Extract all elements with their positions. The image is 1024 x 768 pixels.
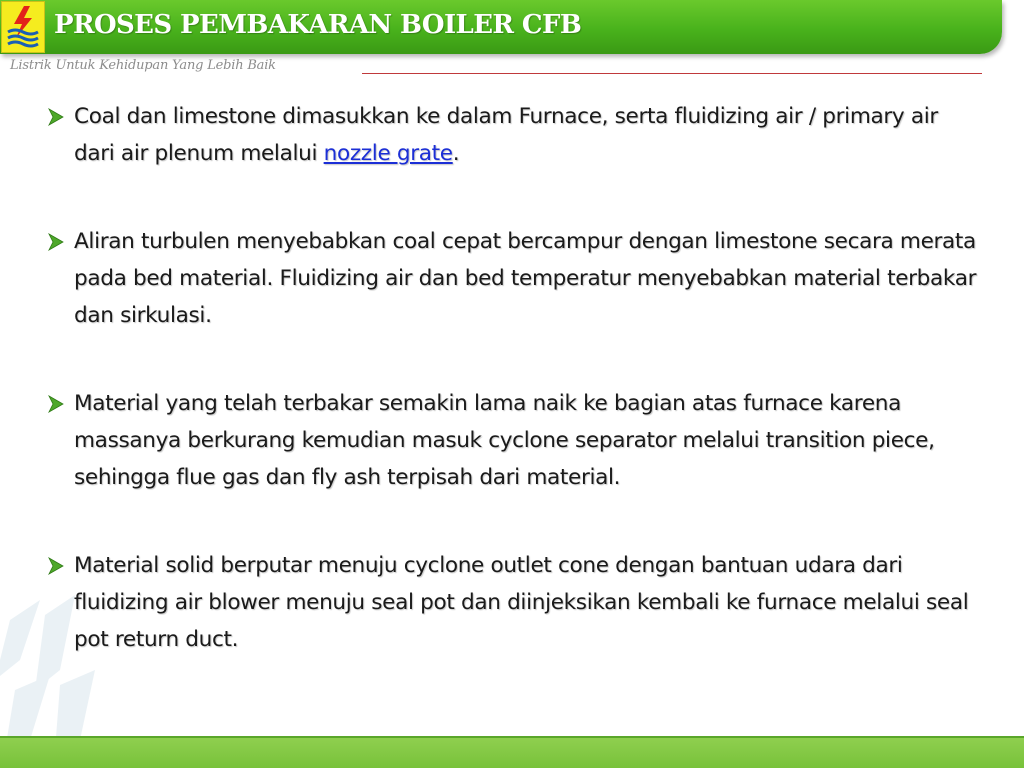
arrowhead-bullet-icon [46,394,66,414]
nozzle-grate-link[interactable]: nozzle grate [323,141,453,166]
bullet-text-4: Material solid berputar menuju cyclone outlet cone dengan bantuan udara dari fluidizing air blower menuju seal pot dan diinjeksikan kembali ke furnace melalui seal pot return duct. [74,553,969,652]
arrowhead-bullet-icon [46,107,66,127]
bullet-text-1b: . [452,141,460,166]
slide-title: PROSES PEMBAKARAN BOILER CFB [54,10,582,40]
header-divider [362,73,982,74]
bullet-text-3: Material yang telah terbakar semakin lama naik ke bagian atas furnace karena massanya berkurang kemudian masuk cyclone separator melalui transition piece, sehingga flue gas dan fly ash terpisah dari material. [74,391,935,490]
bullet-item-2 [44,223,979,334]
bullet-item-1 [44,98,979,172]
arrowhead-bullet-icon [46,556,66,576]
footer-bar [0,736,1024,768]
company-tagline: Listrik Untuk Kehidupan Yang Lebih Baik [10,58,276,73]
bullet-item-3 [44,385,979,496]
pln-logo [1,1,45,53]
bullet-text-1a: Coal dan limestone dimasukkan ke dalam Furnace, serta fluidizing air / primary air dari air plenum melalui [74,104,938,166]
arrowhead-bullet-icon [46,232,66,252]
title-bar [0,0,1002,54]
bullet-list [44,98,979,658]
bullet-text-2: Aliran turbulen menyebabkan coal cepat bercampur dengan limestone secara merata pada bed material. Fluidizing air dan bed temperatur menyebabkan material terbakar dan sirkulasi. [74,229,977,328]
pln-lightning-logo-icon [2,2,44,52]
bullet-item-4 [44,547,979,658]
